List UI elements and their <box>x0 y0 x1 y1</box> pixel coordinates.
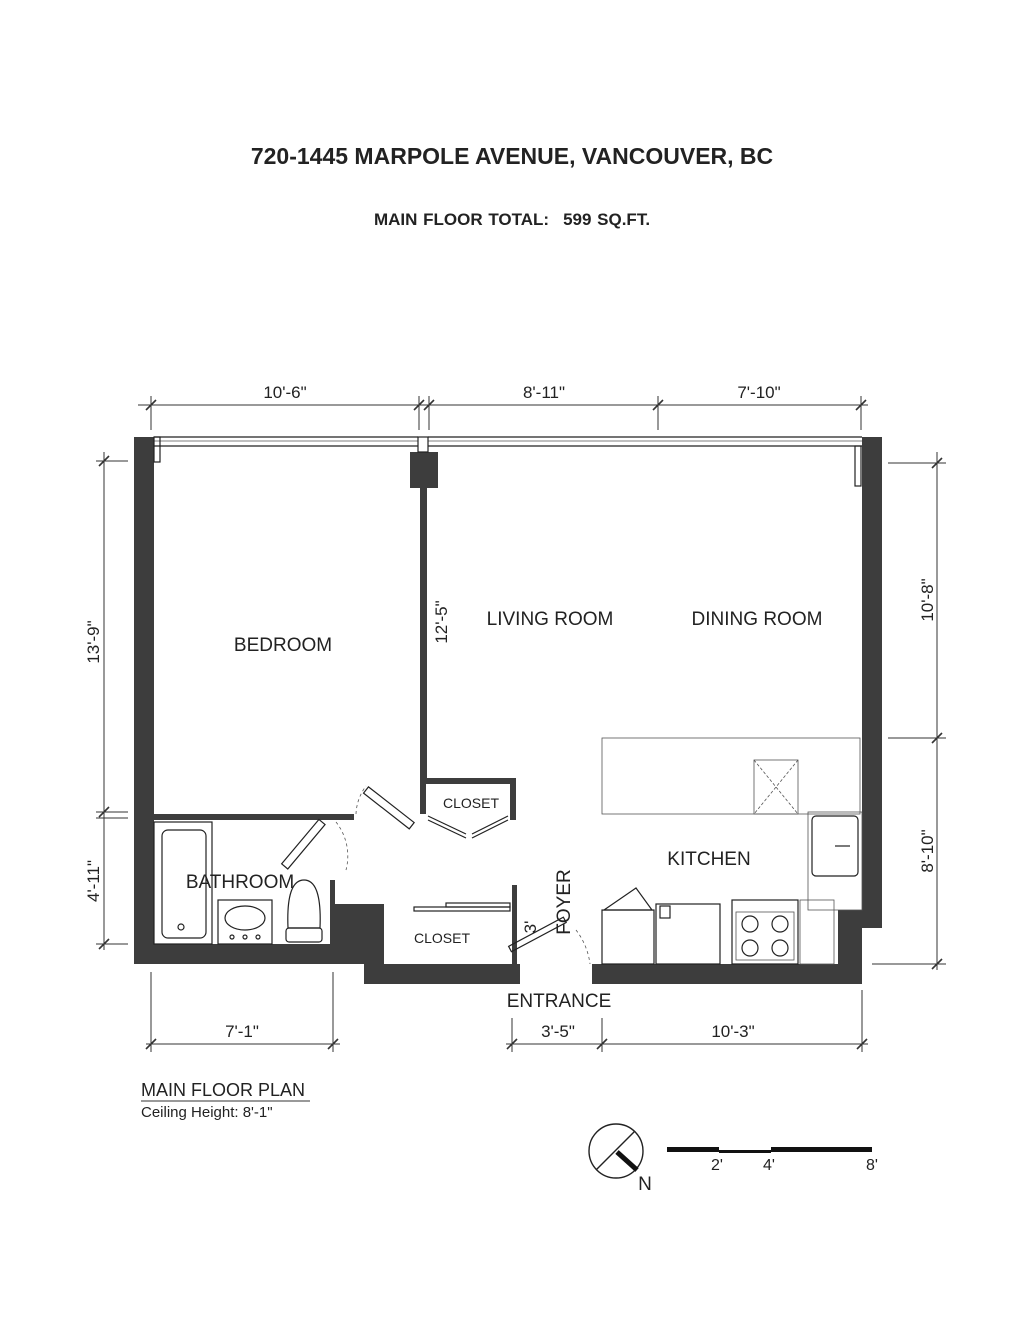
dim-top-mid: 8'-11" <box>522 383 566 402</box>
dim-top-left: 10'-6" <box>263 383 307 402</box>
closet-east-wall <box>510 778 516 820</box>
floor-total-label: MAIN FLOOR TOTAL: <box>373 210 550 229</box>
closet-west-wall-upper <box>420 784 426 814</box>
plan-address-title: 720-1445 MARPOLE AVENUE, VANCOUVER, BC <box>250 143 774 169</box>
bedroom-bath-partition <box>154 814 354 820</box>
north-windows <box>154 437 862 486</box>
scale-tick-2: 2' <box>711 1157 723 1174</box>
dim-left-upper: 13'-9" <box>84 620 103 664</box>
counter-east <box>808 812 862 910</box>
dim-right-lower: 8'-10" <box>918 829 937 873</box>
south-wall-west <box>134 944 364 964</box>
room-label-entrance: ENTRANCE <box>506 991 612 1012</box>
ceiling-height: Ceiling Height: 8'-1" <box>141 1104 273 1121</box>
dim-right-upper: 10'-8" <box>918 578 937 622</box>
north-arrow-icon <box>589 1124 643 1178</box>
stove <box>732 900 798 964</box>
dim-bottom-right: 10'-3" <box>711 1022 755 1041</box>
exterior-walls <box>134 437 882 984</box>
corner-counter <box>604 888 652 910</box>
east-wall <box>862 437 882 928</box>
north-label: N <box>638 1174 652 1195</box>
floor-total-value: 599 SQ.FT. <box>563 210 651 229</box>
room-label-bathroom: BATHROOM <box>185 872 295 893</box>
room-label-foyer: FOYER <box>554 869 575 935</box>
scale-tick-4: 4' <box>763 1157 775 1174</box>
room-label-closet-upper: CLOSET <box>442 795 500 811</box>
west-wall <box>134 437 154 964</box>
room-label-bedroom: BEDROOM <box>233 635 333 656</box>
dim-top-right: 7'-10" <box>737 383 781 402</box>
kitchen-island <box>602 738 860 814</box>
dim-bottom-left: 7'-1" <box>225 1022 259 1041</box>
bathroom-wall-stub <box>335 904 364 964</box>
counter-west <box>602 910 654 964</box>
dim-left-lower: 4'-11" <box>84 859 103 903</box>
scale-bar <box>667 1147 872 1153</box>
toilet-tank <box>286 928 322 942</box>
dim-foyer-width: 3' <box>521 920 540 934</box>
structural-column <box>410 452 438 488</box>
closet-west-wall <box>364 904 384 984</box>
room-label-dining-room: DINING ROOM <box>691 609 823 630</box>
room-label-kitchen: KITCHEN <box>667 849 751 870</box>
south-wall-closet <box>364 964 512 984</box>
foyer-closet-wall <box>512 885 517 965</box>
bedroom-living-partition <box>420 488 427 778</box>
dim-bottom-mid: 3'-5" <box>541 1022 575 1041</box>
closet-top-wall <box>420 778 516 784</box>
room-label-living-room: LIVING ROOM <box>486 609 614 630</box>
entrance-jamb-left <box>512 964 520 984</box>
bath-east-wall <box>330 880 335 944</box>
plan-title: MAIN FLOOR PLAN <box>141 1080 306 1100</box>
interior-walls <box>154 488 517 965</box>
refrigerator <box>656 904 720 964</box>
room-label-closet-lower: CLOSET <box>413 930 471 946</box>
scale-tick-8: 8' <box>866 1157 878 1174</box>
south-wall-kitchen <box>592 964 846 984</box>
counter-south <box>800 900 834 964</box>
dim-living-wall: 12'-5" <box>432 600 451 644</box>
